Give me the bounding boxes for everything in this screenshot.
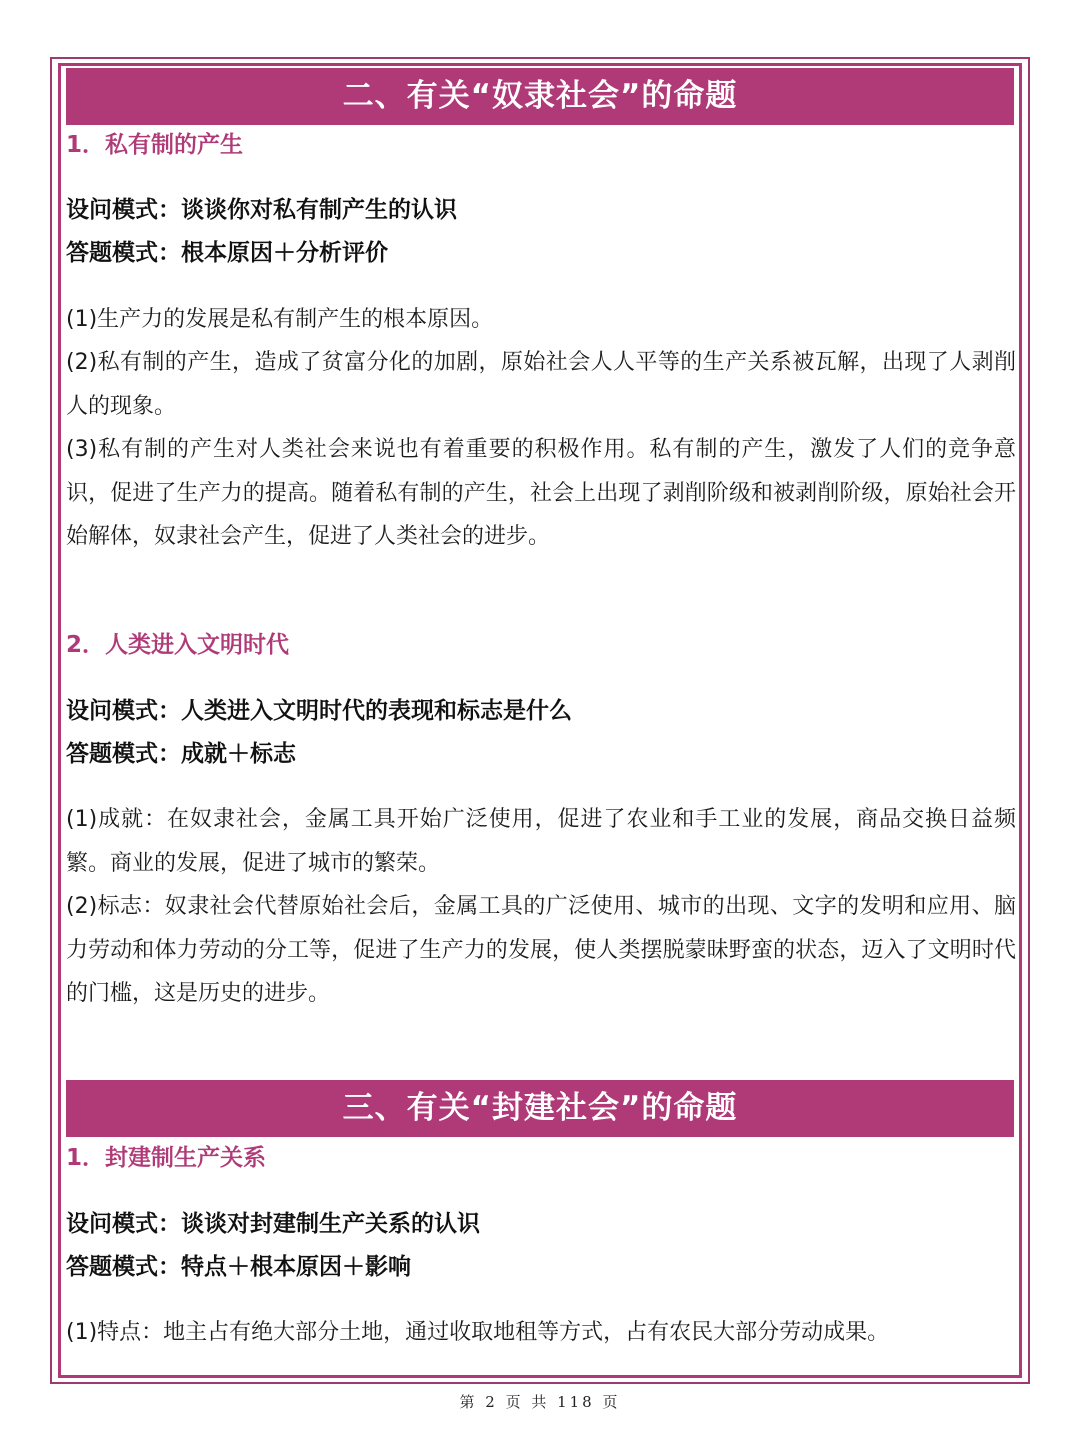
question-pattern: 设问模式：人类进入文明时代的表现和标志是什么 bbox=[66, 698, 572, 724]
question-pattern: 设问模式：谈谈对封建制生产关系的认识 bbox=[66, 1211, 480, 1237]
section-header-feudal-society: 三、有关“封建社会”的命题 bbox=[66, 1080, 1014, 1137]
paragraph: (1)成就：在奴隶社会，金属工具开始广泛使用，促进了农业和手工业的发展，商品交换日益频繁。商业的发展，促进了城市的繁荣。 bbox=[66, 807, 1016, 876]
paragraph: (2)私有制的产生，造成了贫富分化的加剧，原始社会人人平等的生产关系被瓦解，出现了人剥削人的现象。 bbox=[66, 350, 1016, 419]
page-number-footer: 第 2 页 共 118 页 bbox=[459, 1393, 621, 1411]
subheading-private-ownership: 1．私有制的产生 bbox=[66, 132, 244, 158]
paragraph: (1)特点：地主占有绝大部分土地，通过收取地租等方式，占有农民大部分劳动成果。 bbox=[66, 1320, 890, 1345]
section-header-slave-society: 二、有关“奴隶社会”的命题 bbox=[66, 68, 1014, 125]
answer-pattern: 答题模式：成就＋标志 bbox=[66, 741, 296, 767]
paragraph: (1)生产力的发展是私有制产生的根本原因。 bbox=[66, 307, 494, 332]
answer-pattern: 答题模式：特点＋根本原因＋影响 bbox=[66, 1254, 411, 1280]
question-pattern: 设问模式：谈谈你对私有制产生的认识 bbox=[66, 197, 457, 223]
answer-pattern: 答题模式：根本原因＋分析评价 bbox=[66, 240, 388, 266]
paragraph: (2)标志：奴隶社会代替原始社会后，金属工具的广泛使用、城市的出现、文字的发明和应用、脑力劳动和体力劳动的分工等，促进了生产力的发展，使人类摆脱蒙昧野蛮的状态，迈入了文明时代的门槛，这是历史的进步。 bbox=[66, 894, 1016, 1006]
subheading-feudal-relations: 1．封建制生产关系 bbox=[66, 1145, 267, 1171]
paragraph: (3)私有制的产生对人类社会来说也有着重要的积极作用。私有制的产生，激发了人们的竞争意识，促进了生产力的提高。随着私有制的产生，社会上出现了剥削阶级和被剥削阶级，原始社会开始解体，奴隶社会产生，促进了人类社会的进步。 bbox=[66, 437, 1016, 549]
subheading-civilization: 2．人类进入文明时代 bbox=[66, 632, 290, 658]
